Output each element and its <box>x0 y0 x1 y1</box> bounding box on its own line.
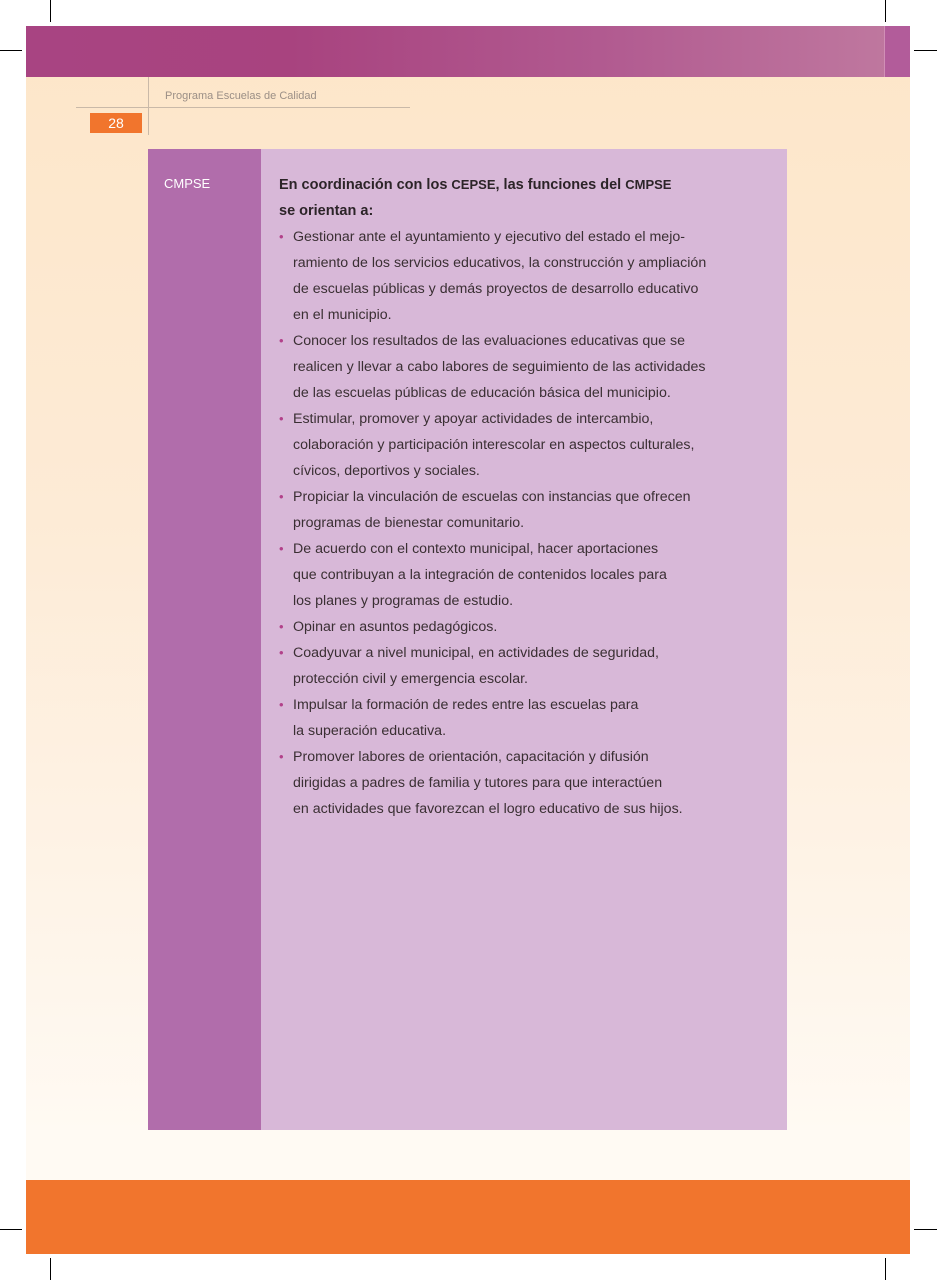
intro-text: se orientan a: <box>279 203 374 219</box>
list-item <box>279 224 767 328</box>
box-content <box>261 149 787 1130</box>
crop-mark <box>50 0 51 22</box>
cmpse-box <box>148 149 787 1130</box>
list-item-line: que contribuyan a la integración de contenidos locales para <box>293 567 667 583</box>
list-item-line: dirigidas a padres de familia y tutores para que interactúen <box>293 775 663 791</box>
list-item-line: Gestionar ante el ayuntamiento y ejecutivo del estado el mejo- <box>293 229 685 245</box>
list-item-line: Conocer los resultados de las evaluaciones educativas que se <box>293 333 685 349</box>
list-item-line: en el municipio. <box>293 307 392 323</box>
list-item-line: Opinar en asuntos pedagógicos. <box>293 619 498 635</box>
box-sidebar <box>148 149 261 1130</box>
bottom-color-band <box>26 1180 910 1254</box>
list-item-line: Propiciar la vinculación de escuelas con instancias que ofrecen <box>293 489 691 505</box>
list-item-line: la superación educativa. <box>293 723 447 739</box>
crop-mark <box>914 50 937 51</box>
intro-text: , las funciones del <box>495 177 626 193</box>
side-label: CMPSE <box>164 176 211 191</box>
intro-heading <box>279 172 767 224</box>
list-item <box>279 328 767 406</box>
running-head: Programa Escuelas de Calidad <box>165 90 317 102</box>
intro-abbr: CMPSE <box>625 177 672 192</box>
top-color-band <box>26 26 910 77</box>
function-list <box>279 224 767 822</box>
list-item-line: cívicos, deportivos y sociales. <box>293 463 480 479</box>
list-item-line: Promover labores de orientación, capacitación y difusión <box>293 749 649 765</box>
list-item-line: programas de bienestar comunitario. <box>293 515 525 531</box>
intro-text: En coordinación con los <box>279 177 452 193</box>
list-item-line: Coadyuvar a nivel municipal, en actividades de seguridad, <box>293 645 659 661</box>
bullet-icon: • <box>279 489 284 504</box>
list-item-line: Estimular, promover y apoyar actividades de intercambio, <box>293 411 654 427</box>
list-item-line: De acuerdo con el contexto municipal, hacer aportaciones <box>293 541 659 557</box>
bullet-icon: • <box>279 411 284 426</box>
list-item-line: los planes y programas de estudio. <box>293 593 514 609</box>
bullet-icon: • <box>279 229 284 244</box>
bullet-icon: • <box>279 541 284 556</box>
document-page <box>26 26 910 1254</box>
list-item-line: en actividades que favorezcan el logro educativo de sus hijos. <box>293 801 683 817</box>
crop-mark <box>50 1258 51 1280</box>
crop-mark <box>0 50 22 51</box>
list-item-line: Impulsar la formación de redes entre las escuelas para <box>293 697 639 713</box>
bullet-icon: • <box>279 749 284 764</box>
bullet-icon: • <box>279 645 284 660</box>
crop-mark <box>885 1258 886 1280</box>
list-item-line: protección civil y emergencia escolar. <box>293 671 528 687</box>
list-item-line: ramiento de los servicios educativos, la construcción y ampliación <box>293 255 707 271</box>
intro-abbr: CEPSE <box>451 177 496 192</box>
top-band-bleed <box>884 26 910 77</box>
list-item <box>279 640 767 692</box>
list-item <box>279 484 767 536</box>
list-item-line: colaboración y participación interescolar en aspectos culturales, <box>293 437 695 453</box>
list-item-line: de escuelas públicas y demás proyectos de desarrollo educativo <box>293 281 699 297</box>
list-item <box>279 536 767 614</box>
page-number: 28 <box>90 113 142 133</box>
bullet-icon: • <box>279 333 284 348</box>
bullet-icon: • <box>279 619 284 634</box>
list-item-line: de las escuelas públicas de educación básica del municipio. <box>293 385 671 401</box>
list-item <box>279 614 767 640</box>
list-item <box>279 692 767 744</box>
crop-mark <box>885 0 886 22</box>
list-item <box>279 406 767 484</box>
list-item <box>279 744 767 822</box>
header-divider-horizontal <box>76 107 410 108</box>
bullet-icon: • <box>279 697 284 712</box>
header-divider-vertical <box>148 77 149 135</box>
crop-mark <box>0 1229 22 1230</box>
crop-mark <box>914 1229 937 1230</box>
list-item-line: realicen y llevar a cabo labores de seguimiento de las actividades <box>293 359 706 375</box>
